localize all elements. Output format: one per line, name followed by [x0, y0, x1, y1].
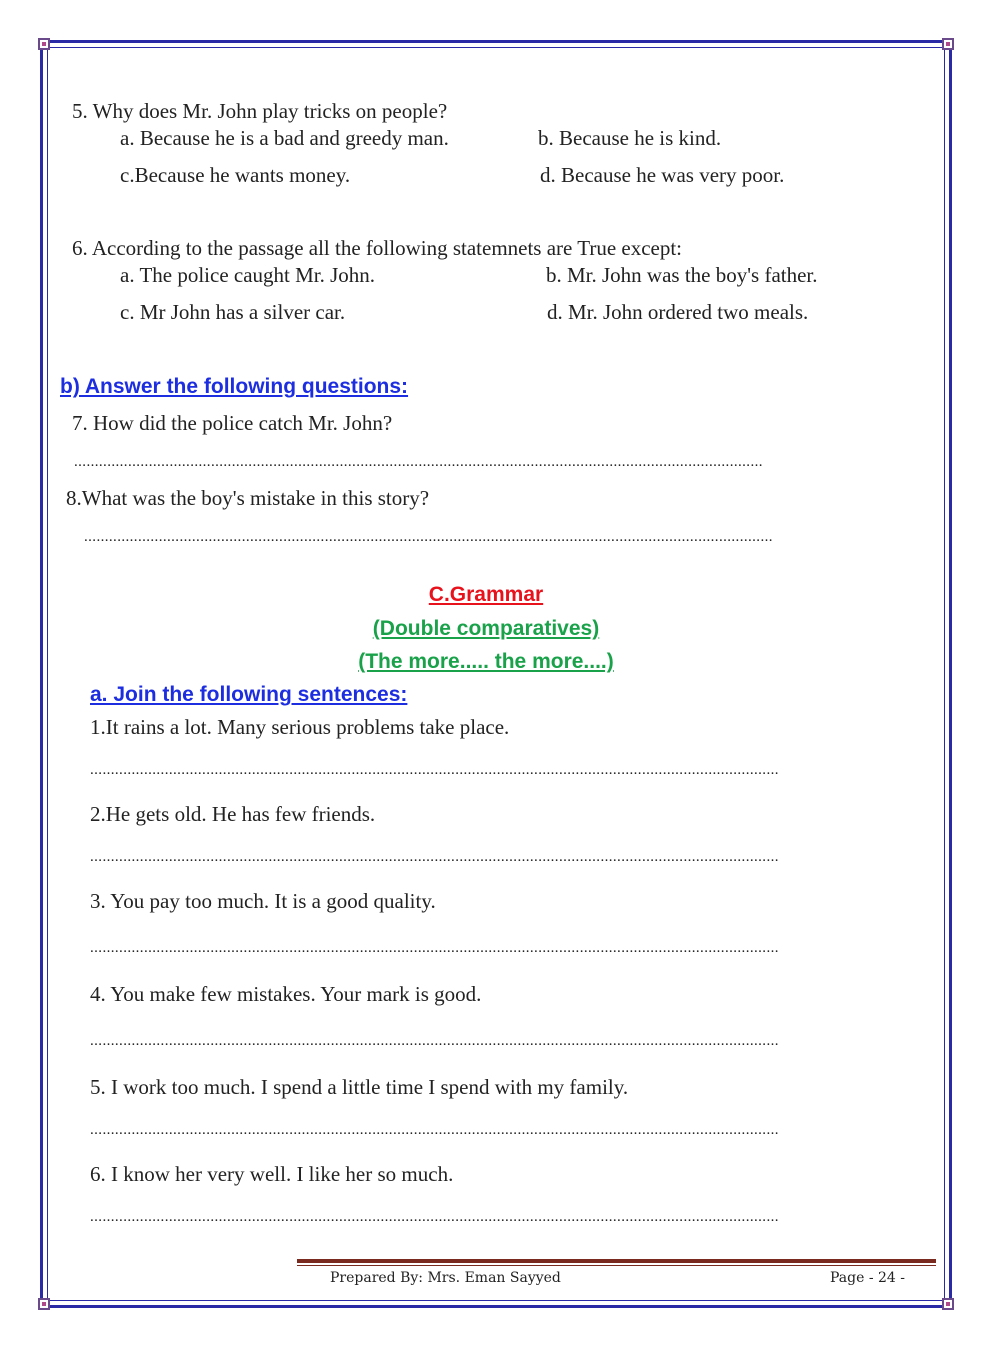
corner-ornament-icon	[942, 1298, 954, 1310]
question-6-option-c: c. Mr John has a silver car.	[120, 300, 346, 324]
question-5-option-a: a. Because he is a bad and greedy man.	[120, 126, 449, 150]
answer-line[interactable]: ......................................................................................................................................................................	[90, 1123, 779, 1138]
question-6-option-a: a. The police caught Mr. John.	[120, 263, 376, 287]
grammar-item-6: 6. I know her very well. I like her so much.	[90, 1162, 454, 1186]
question-6-option-d: d. Mr. John ordered two meals.	[547, 300, 809, 324]
question-5: 5. Why does Mr. John play tricks on people?	[72, 99, 448, 123]
footer-prepared-by: Prepared By: Mrs. Eman Sayyed	[330, 1270, 561, 1286]
answer-line[interactable]: ......................................................................................................................................................................	[90, 1210, 779, 1225]
grammar-pattern: (The more..... the more....)	[358, 650, 614, 673]
question-7: 7. How did the police catch Mr. John?	[72, 411, 393, 435]
answer-line[interactable]: ......................................................................................................................................................................	[84, 530, 773, 545]
section-b-heading: b) Answer the following questions:	[60, 375, 409, 398]
grammar-item-2: 2.He gets old. He has few friends.	[90, 802, 376, 826]
footer-rule-thin	[297, 1265, 936, 1266]
grammar-item-3: 3. You pay too much. It is a good quality.	[90, 889, 436, 913]
corner-ornament-icon	[38, 38, 50, 50]
answer-line[interactable]: ......................................................................................................................................................................	[90, 941, 779, 956]
answer-line[interactable]: ......................................................................................................................................................................	[74, 455, 763, 470]
answer-line[interactable]: ......................................................................................................................................................................	[90, 763, 779, 778]
question-6: 6. According to the passage all the following statemnets are True except:	[72, 236, 683, 260]
grammar-instruction: a. Join the following sentences:	[90, 683, 408, 706]
question-5-option-c: c.Because he wants money.	[120, 163, 351, 187]
grammar-subtitle: (Double comparatives)	[372, 617, 600, 640]
question-5-option-b: b. Because he is kind.	[538, 126, 722, 150]
grammar-item-4: 4. You make few mistakes. Your mark is good.	[90, 982, 482, 1006]
question-5-option-d: d. Because he was very poor.	[540, 163, 785, 187]
footer-page-number: Page - 24 -	[830, 1270, 906, 1286]
grammar-item-5: 5. I work too much. I spend a little time I spend with my family.	[90, 1075, 629, 1099]
footer-rule	[297, 1259, 936, 1263]
grammar-title: C.Grammar	[428, 583, 544, 606]
answer-line[interactable]: ......................................................................................................................................................................	[90, 1034, 779, 1049]
question-6-option-b: b. Mr. John was the boy's father.	[546, 263, 818, 287]
question-8: 8.What was the boy's mistake in this story?	[66, 486, 430, 510]
answer-line[interactable]: ......................................................................................................................................................................	[90, 850, 779, 865]
corner-ornament-icon	[942, 38, 954, 50]
grammar-item-1: 1.It rains a lot. Many serious problems take place.	[90, 715, 510, 739]
corner-ornament-icon	[38, 1298, 50, 1310]
